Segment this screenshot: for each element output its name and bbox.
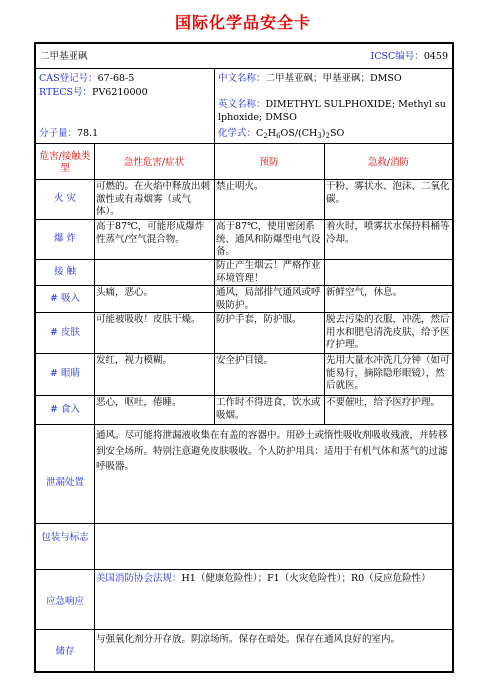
chinese-name [218,73,402,85]
emergency-ratings: H1（健康危险性）；F1（火灾危险性）；R0（反应危险性） [181,573,431,584]
divider [214,68,215,143]
ingestion-first-aid: 不要催吐，给予医疗护理。 [326,397,441,408]
skin-first-aid: 脱去污染的衣服，冲洗，然后用水和肥皂清洗皮肤，给予医疗护理。 [326,314,450,350]
fire-hazard: 可燃的。在火焰中释放出刺激性或有毒烟雾（或气体）。 [96,181,211,217]
divider [36,179,452,180]
divider [94,143,95,673]
spill-text: 通风。尽可能将泄漏液收集在有盖的容器中。用砂土或惰性吸收剂吸收残液，并转移到安全场所。特别注意避免皮肤吸收。个人防护用具：适用于有机气体和蒸气的过滤呼吸器。 [96,430,448,472]
inhalation-hazard: 头痛，恶心。 [96,287,154,298]
ingestion-hazard: 恶心，呕吐，倦睡。 [96,397,182,408]
divider [36,523,452,524]
english-name [218,99,448,124]
packaging-label: 包装与标志 [41,532,89,543]
molecular-weight [39,128,98,140]
header-first-aid: 急救/消防 [367,157,410,168]
emergency-label: 应急响应 [45,596,84,607]
explosion-hazard: 高于87℃，可能形成爆炸性蒸气/空气混合物。 [96,221,205,245]
header-type: 危害/接触类型 [39,151,91,174]
storage-text: 与强氧化剂分开存放。阴凉场所。保存在暗处。保存在通风良好的室内。 [96,634,401,645]
rtecs-number [39,87,148,99]
divider [36,353,452,354]
safety-card [34,42,454,673]
divider [36,219,452,220]
formula-label: 化学式： [218,128,257,139]
chemical-formula: 化学式：$C_2H_6OS/(CH_3)_2SO$ [218,128,345,140]
emergency-prefix: 美国消防协会法规： [96,573,182,584]
skin-hazard: 可能被吸收！皮肤干燥。 [96,314,201,325]
divider [324,143,325,424]
emergency-text [96,571,450,587]
category-inhalation: # 吸入 [50,293,80,304]
divider [36,395,452,396]
mw-label: 分子量： [39,128,78,139]
contact-prevention: 防止产生烟云！严格作业环境管理！ [216,260,321,284]
page-title: 国际化学品安全卡 [174,13,311,32]
category-ingestion: # 食入 [50,404,80,415]
divider [36,424,452,425]
rtecs-value: PV6210000 [92,87,148,98]
skin-prevention: 防护手套，防护服。 [216,314,302,325]
fire-first-aid: 干粉、雾状水、泡沫、二氧化碳。 [326,181,450,205]
eyes-hazard: 发红，视力模糊。 [96,355,173,366]
cn-name-label: 中文名称： [218,73,266,84]
icsc-value: 0459 [423,51,448,62]
cas-label: CAS登记号： [39,73,98,84]
spill-label: 泄漏处置 [45,477,84,488]
divider [214,143,215,424]
fire-prevention: 禁止明火。 [216,181,264,192]
category-contact: 接 触 [53,266,77,277]
en-name-value: DIMETHYL SULPHOXIDE; Methyl sulphoxide; DMSO [218,99,446,123]
rtecs-label: RTECS号： [39,87,93,98]
en-name-label: 英文名称： [218,99,266,110]
cn-name-value: 二甲基亚砜；甲基亚砜；DMSO [265,73,402,84]
inhalation-prevention: 通风，局部排气通风或呼吸防护。 [216,287,321,311]
divider [36,285,452,286]
header-prevention: 预防 [259,157,279,168]
explosion-first-aid: 着火时，喷雾状水保持料桶等冷却。 [326,221,450,245]
divider [36,312,452,313]
ingestion-prevention: 工作时不得进食，饮水或吸烟。 [216,397,321,421]
category-eyes: # 眼睛 [50,368,80,379]
category-skin: # 皮肤 [50,327,80,338]
divider [36,629,452,630]
storage-label: 储存 [55,646,75,657]
explosion-prevention: 高于87℃，使用密闭系统、通风和防爆型电气设备。 [216,221,321,257]
inhalation-first-aid: 新鲜空气，休息。 [326,287,403,298]
cas-value: 67-68-5 [97,73,135,84]
divider [36,68,452,69]
icsc-label: ICSC编号： [370,51,424,62]
substance-name: 二甲基亚砜 [40,51,88,62]
cas-number [39,73,134,85]
eyes-first-aid: 先用大量水冲洗几分钟（如可能易行，摘除隐形眼镜），然后就医。 [326,355,450,391]
header-hazard: 急性危害/症状 [123,157,185,168]
mw-value: 78.1 [77,128,99,139]
divider [36,569,452,570]
divider [36,143,452,144]
icsc-number [371,51,449,63]
eyes-prevention: 安全护目镜。 [216,355,274,366]
category-explosion: 爆 炸 [53,233,77,244]
category-fire: 火 灾 [53,193,77,204]
